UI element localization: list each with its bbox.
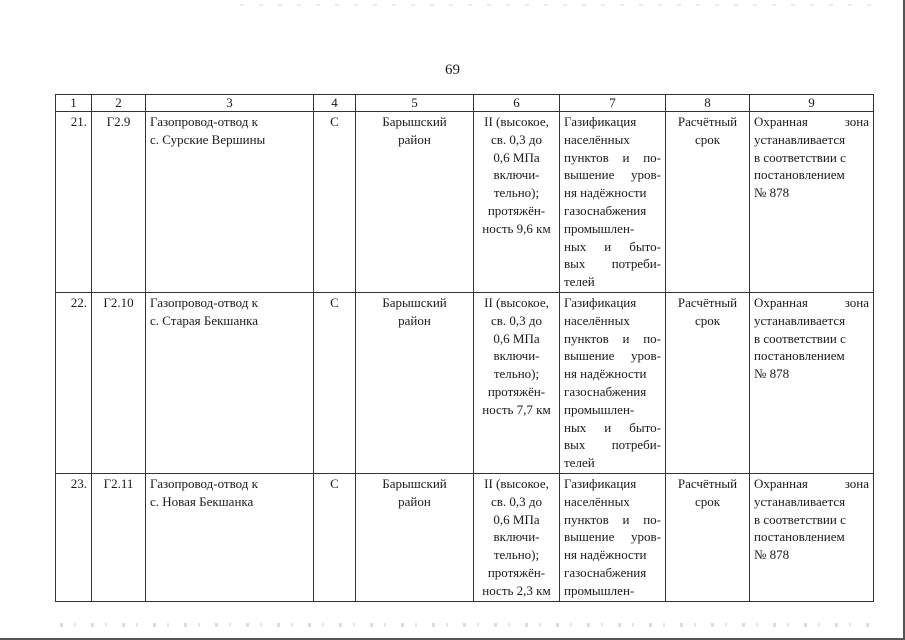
object-purpose-line: ня надёжности bbox=[564, 366, 647, 382]
table-row bbox=[56, 473, 874, 601]
object-purpose-line: газоснабжения bbox=[564, 383, 647, 399]
object-parameters-line: II (высокое, bbox=[484, 114, 549, 129]
object-parameters-line: II (высокое, bbox=[484, 294, 549, 310]
object-purpose-line: ных и быто- bbox=[564, 419, 661, 435]
object-purpose bbox=[560, 112, 666, 293]
object-purpose-line: газоснабжения bbox=[564, 564, 647, 580]
object-parameters-line: II (высокое, bbox=[484, 475, 549, 491]
protection-zone-line: постановлением bbox=[754, 348, 845, 364]
object-purpose-line: ня надёжности bbox=[564, 547, 647, 563]
object-name-line: Газопровод-отвод к bbox=[150, 294, 258, 310]
protection-zone-line: № 878 bbox=[754, 547, 790, 563]
column-header: 6 bbox=[474, 95, 560, 112]
object-parameters-line: тельно); bbox=[493, 366, 540, 382]
object-type: С bbox=[314, 292, 356, 473]
object-parameters-line: св. 0,3 до bbox=[490, 312, 543, 328]
object-purpose-line: ных и быто- bbox=[564, 238, 661, 254]
row-number: 23. bbox=[56, 473, 92, 601]
column-header: 9 bbox=[750, 95, 874, 112]
row-number: 22. bbox=[56, 292, 92, 473]
object-code: Г2.10 bbox=[92, 292, 146, 473]
object-purpose-line: промышлен- bbox=[564, 220, 635, 236]
implementation-term-line: Расчётный bbox=[677, 114, 738, 129]
object-parameters-line: тельно); bbox=[493, 185, 540, 201]
object-purpose-line: вышение уров- bbox=[564, 348, 661, 364]
protection-zone-line: № 878 bbox=[754, 185, 790, 201]
object-parameters-line: включи- bbox=[493, 167, 540, 183]
protection-zone-line: постановлением bbox=[754, 529, 845, 545]
object-code: Г2.9 bbox=[92, 112, 146, 293]
column-header: 8 bbox=[666, 95, 750, 112]
object-purpose-line: пунктов и по- bbox=[564, 149, 661, 165]
protection-zone bbox=[750, 292, 874, 473]
scan-artifact-top bbox=[240, 4, 880, 6]
object-name-line: Газопровод-отвод к bbox=[150, 114, 258, 129]
district-line: район bbox=[398, 493, 431, 509]
object-name-line: Газопровод-отвод к bbox=[150, 475, 258, 491]
protection-zone-line: устанавливается bbox=[754, 312, 846, 328]
object-parameters-line: 0,6 МПа bbox=[493, 149, 540, 165]
protection-zone-line: постановлением bbox=[754, 167, 845, 183]
object-purpose-line: промышлен- bbox=[564, 582, 635, 598]
object-purpose bbox=[560, 473, 666, 601]
object-purpose-line: вышение уров- bbox=[564, 529, 661, 545]
object-type: С bbox=[314, 112, 356, 293]
protection-zone bbox=[750, 473, 874, 601]
object-name bbox=[146, 112, 314, 293]
object-purpose-line: ня надёжности bbox=[564, 185, 647, 201]
protection-zone-line: в соответствии с bbox=[754, 511, 846, 527]
protection-zone-line: Охранная зона bbox=[754, 294, 869, 310]
district-line: Барышский bbox=[382, 294, 447, 310]
district bbox=[356, 473, 474, 601]
protection-zone bbox=[750, 112, 874, 293]
object-purpose-line: вых потреби- bbox=[564, 256, 661, 272]
object-name-line: с. Сурские Вершины bbox=[150, 131, 266, 147]
object-parameters-line: протяжён- bbox=[487, 202, 546, 218]
object-name-line: с. Новая Бекшанка bbox=[150, 493, 254, 509]
implementation-term-line: срок bbox=[694, 312, 721, 328]
object-parameters-line: св. 0,3 до bbox=[490, 131, 543, 147]
district bbox=[356, 292, 474, 473]
object-parameters bbox=[474, 112, 560, 293]
object-parameters-line: тельно); bbox=[493, 547, 540, 563]
column-header: 5 bbox=[356, 95, 474, 112]
object-parameters-line: включи- bbox=[493, 529, 540, 545]
object-name-line: с. Старая Бекшанка bbox=[150, 312, 259, 328]
object-purpose-line: Газификация bbox=[564, 294, 637, 310]
protection-zone-line: устанавливается bbox=[754, 131, 846, 147]
object-code: Г2.11 bbox=[92, 473, 146, 601]
column-header: 2 bbox=[92, 95, 146, 112]
object-purpose-line: вышение уров- bbox=[564, 167, 661, 183]
object-parameters-line: включи- bbox=[493, 348, 540, 364]
implementation-term-line: срок bbox=[694, 493, 721, 509]
table-row bbox=[56, 292, 874, 473]
object-parameters-line: протяжён- bbox=[487, 383, 546, 399]
table-header-row bbox=[56, 95, 874, 112]
object-purpose-line: Газификация bbox=[564, 475, 637, 491]
object-purpose-line: Газификация bbox=[564, 114, 637, 129]
object-purpose-line: пунктов и по- bbox=[564, 511, 661, 527]
protection-zone-line: устанавливается bbox=[754, 493, 846, 509]
district-line: Барышский bbox=[382, 475, 447, 491]
object-purpose-line: населённых bbox=[564, 493, 630, 509]
implementation-term-line: Расчётный bbox=[677, 294, 738, 310]
implementation-term bbox=[666, 292, 750, 473]
object-parameters bbox=[474, 292, 560, 473]
district bbox=[356, 112, 474, 293]
object-name bbox=[146, 473, 314, 601]
object-purpose-line: газоснабжения bbox=[564, 202, 647, 218]
page-number: 69 bbox=[445, 62, 460, 78]
object-purpose bbox=[560, 292, 666, 473]
protection-zone-line: Охранная зона bbox=[754, 114, 869, 129]
table-row bbox=[56, 112, 874, 293]
scan-artifact-bottom bbox=[60, 623, 880, 627]
register-table bbox=[55, 94, 874, 602]
protection-zone-line: Охранная зона bbox=[754, 475, 869, 491]
object-parameters-line: ность 2,3 км bbox=[482, 582, 551, 598]
object-type: С bbox=[314, 473, 356, 601]
column-header: 3 bbox=[146, 95, 314, 112]
implementation-term-line: Расчётный bbox=[677, 475, 738, 491]
object-parameters-line: ность 9,6 км bbox=[482, 220, 551, 236]
object-parameters-line: протяжён- bbox=[487, 564, 546, 580]
column-header: 1 bbox=[56, 95, 92, 112]
object-purpose-line: населённых bbox=[564, 312, 630, 328]
district-line: район bbox=[398, 131, 431, 147]
protection-zone-line: в соответствии с bbox=[754, 330, 846, 346]
object-purpose-line: промышлен- bbox=[564, 401, 635, 417]
protection-zone-line: № 878 bbox=[754, 366, 790, 382]
row-number: 21. bbox=[56, 112, 92, 293]
object-purpose-line: населённых bbox=[564, 131, 630, 147]
object-purpose-line: вых потреби- bbox=[564, 437, 661, 453]
object-parameters bbox=[474, 473, 560, 601]
object-parameters-line: ность 7,7 км bbox=[482, 401, 551, 417]
object-purpose-line: телей bbox=[564, 455, 595, 471]
implementation-term-line: срок bbox=[694, 131, 721, 147]
object-purpose-line: телей bbox=[564, 274, 595, 290]
column-header: 7 bbox=[560, 95, 666, 112]
implementation-term bbox=[666, 473, 750, 601]
district-line: Барышский bbox=[382, 114, 447, 129]
implementation-term bbox=[666, 112, 750, 293]
district-line: район bbox=[398, 312, 431, 328]
object-parameters-line: 0,6 МПа bbox=[493, 330, 540, 346]
protection-zone-line: в соответствии с bbox=[754, 149, 846, 165]
object-purpose-line: пунктов и по- bbox=[564, 330, 661, 346]
object-parameters-line: св. 0,3 до bbox=[490, 493, 543, 509]
object-name bbox=[146, 292, 314, 473]
column-header: 4 bbox=[314, 95, 356, 112]
object-parameters-line: 0,6 МПа bbox=[493, 511, 540, 527]
